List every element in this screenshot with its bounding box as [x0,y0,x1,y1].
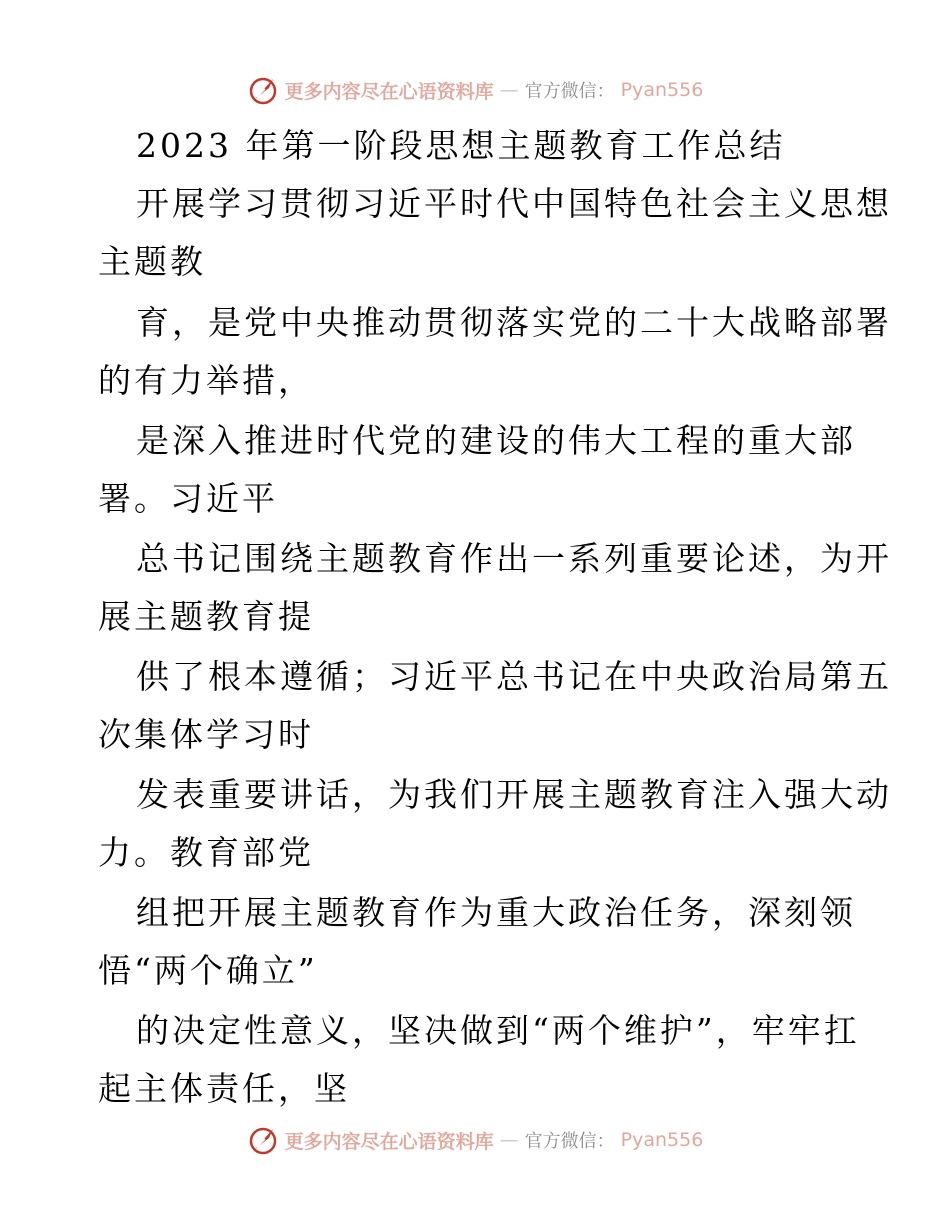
body-line: 次集体学习时 [98,715,314,754]
wechat-id: Pyan556 [620,1129,704,1151]
quill-pen-logo-icon [247,1124,279,1156]
wechat-id: Pyan556 [620,79,704,101]
body-line: 力。教育部党 [98,833,314,872]
wechat-label: 官方微信： [524,81,615,102]
header-banner [0,70,950,110]
body-line: 育，是党中央推动贯彻落实党的二十大战略部署 [136,303,892,342]
body-line: 是深入推进时代党的建设的伟大工程的重大部 [136,421,856,460]
site-name-text: 更多内容尽在心语资料库 [284,80,494,103]
banner-dash: — [499,1129,519,1151]
quill-pen-logo-icon [247,74,279,106]
body-line: 组把开展主题教育作为重大政治任务，深刻领 [136,893,856,932]
body-line: 供了根本遵循；习近平总书记在中央政治局第五 [136,657,892,696]
body-line: 的有力举措， [98,361,314,400]
body-line: 发表重要讲话，为我们开展主题教育注入强大动 [136,775,892,814]
body-line: 起主体责任，坚 [98,1069,350,1108]
body-line: 总书记围绕主题教育作出一系列重要论述，为开 [136,539,892,578]
body-line: 的决定性意义，坚决做到“两个维护”，牢牢扛 [136,1011,860,1050]
banner-dash: — [499,79,519,101]
footer-banner [0,1120,950,1160]
body-line: 展主题教育提 [98,597,314,636]
document-title: 2023 年第一阶段思想主题教育工作总结 [136,126,786,165]
body-line: 主题教 [98,242,206,281]
site-name-text: 更多内容尽在心语资料库 [284,1130,494,1153]
body-line: 署。习近平 [98,479,278,518]
wechat-label: 官方微信： [524,1131,615,1152]
body-line: 开展学习贯彻习近平时代中国特色社会主义思想 [136,184,892,223]
body-line: 悟“两个确立” [98,951,318,990]
